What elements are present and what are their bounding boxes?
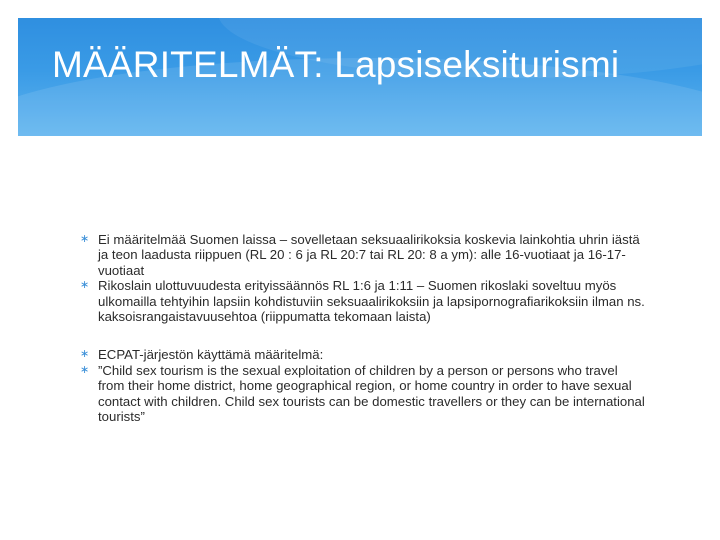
bullet-item	[80, 232, 645, 278]
bullet-icon: ∗	[80, 363, 90, 376]
bullet-text: Ei määritelmää Suomen laissa – sovelletaan seksuaalirikoksia koskevia lainkohtia uhrin iästä ja teon laadusta riippuen (RL 20 : 6 ja RL 20:7 tai RL 20: 8 a ym): alle 16-vuotiaat ja 16-17-vuotiaat	[98, 232, 640, 278]
slide-body	[80, 232, 645, 424]
bullet-text: ECPAT-järjestön käyttämä määritelmä:	[98, 347, 324, 363]
bullet-text: ”Child sex tourism is the sexual exploitation of children by a person or persons who travel from their home district, home geographical region, or home country in order to have sexual contact with children. Child sex tourists can be domestic travellers or they can be international tourists”	[98, 362, 645, 425]
bullet-item	[80, 347, 645, 362]
slide-title: MÄÄRITELMÄT: Lapsiseksiturismi	[52, 44, 620, 85]
bullet-item	[80, 363, 645, 425]
bullet-text: Rikoslain ulottuvuudesta erityissäännös RL 1:6 ja 1:11 – Suomen rikoslaki soveltuu myös ulkomailla tehtyihin lapsiin kohdistuviin seksuaalirikoksiin ja lapsipornografiarikoksiin ilman ns. kaksoisrangaistavuusehtoa (riippumatta tekomaan laista)	[98, 278, 645, 325]
title-banner	[18, 18, 702, 136]
group-spacer	[80, 324, 645, 347]
bullet-item	[80, 278, 645, 324]
bullet-icon: ∗	[80, 279, 90, 292]
bullet-icon: ∗	[80, 233, 90, 245]
bullet-icon: ∗	[80, 348, 90, 361]
